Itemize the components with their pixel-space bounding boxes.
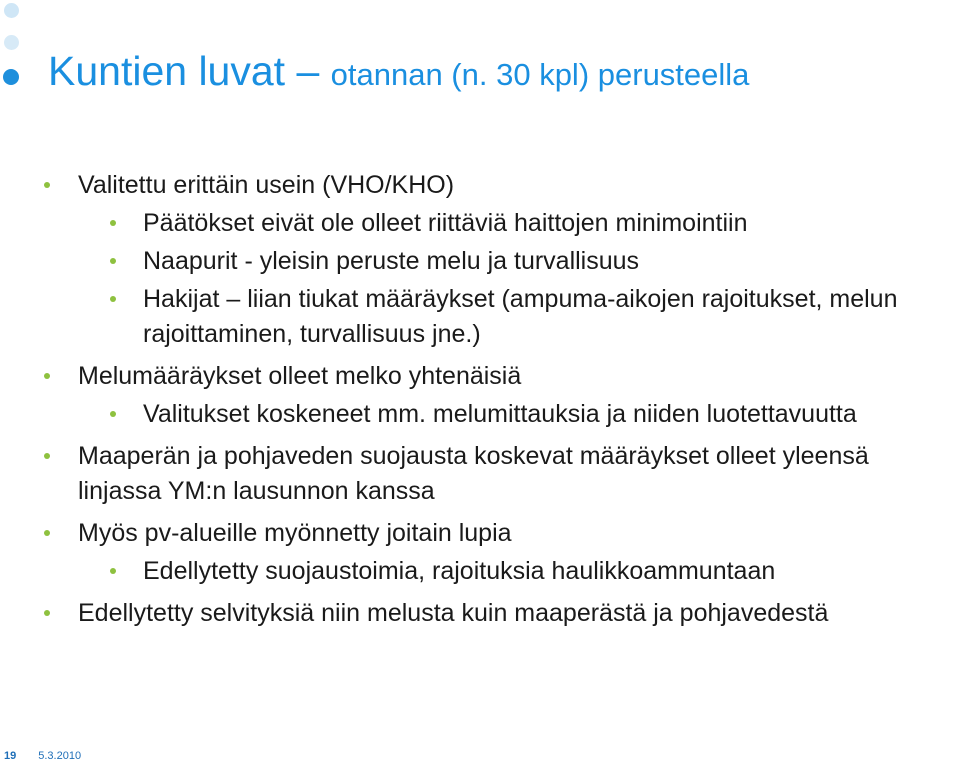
bullet-dot-icon bbox=[110, 258, 116, 264]
decorative-dot-top bbox=[4, 3, 19, 18]
bullet-text: Edellytetty selvityksiä niin melusta kuin maaperästä ja pohjavedestä bbox=[78, 599, 829, 627]
bullet-dot-icon bbox=[110, 568, 116, 574]
bullet-item bbox=[0, 596, 938, 631]
footer-date: 5.3.2010 bbox=[38, 750, 82, 762]
bullet-text: Melumääräykset olleet melko yhtenäisiä bbox=[78, 362, 522, 390]
sub-bullet-item bbox=[0, 554, 955, 589]
slide-title bbox=[48, 48, 750, 94]
bullet-item bbox=[0, 359, 938, 394]
bullet-text: Edellytetty suojaustoimia, rajoituksia haulikkoammuntaan bbox=[143, 557, 776, 585]
bullet-text: Päätökset eivät ole olleet riittäviä haittojen minimointiin bbox=[143, 209, 748, 237]
slide-footer bbox=[4, 750, 81, 762]
sub-bullet-item bbox=[0, 244, 955, 279]
bullet-dot-icon bbox=[110, 411, 116, 417]
sub-bullet-item bbox=[0, 282, 955, 352]
bullet-item bbox=[0, 168, 938, 203]
bullet-item bbox=[0, 439, 938, 509]
slide-title-main: Kuntien luvat – bbox=[48, 48, 331, 94]
bullet-dot-icon bbox=[110, 220, 116, 226]
bullet-dot-icon bbox=[44, 453, 50, 459]
bullet-text: Hakijat – liian tiukat määräykset (ampuma-aikojen rajoitukset, melun rajoittaminen, turvallisuus jne.) bbox=[143, 285, 898, 348]
bullet-text: Naapurit - yleisin peruste melu ja turvallisuus bbox=[143, 247, 640, 275]
decorative-dot-middle bbox=[4, 35, 19, 50]
decorative-dot-title bbox=[3, 69, 19, 85]
sub-bullet-item bbox=[0, 397, 955, 432]
bullet-item bbox=[0, 516, 938, 551]
sub-bullet-item bbox=[0, 206, 955, 241]
bullet-text: Myös pv-alueille myönnetty joitain lupia bbox=[78, 519, 512, 547]
bullet-dot-icon bbox=[44, 182, 50, 188]
bullet-text: Valitukset koskeneet mm. melumittauksia ja niiden luotettavuutta bbox=[143, 400, 857, 428]
bullet-dot-icon bbox=[110, 296, 116, 302]
bullet-dot-icon bbox=[44, 373, 50, 379]
slide-title-sub: otannan (n. 30 kpl) perusteella bbox=[330, 57, 750, 92]
page-number: 19 bbox=[4, 750, 17, 762]
bullet-dot-icon bbox=[44, 610, 50, 616]
bullet-text: Valitettu erittäin usein (VHO/KHO) bbox=[78, 171, 455, 199]
bullet-text: Maaperän ja pohjaveden suojausta koskevat määräykset olleet yleensä linjassa YM:n lausunnon kanssa bbox=[78, 442, 869, 505]
bullet-dot-icon bbox=[44, 530, 50, 536]
bullet-list bbox=[0, 168, 960, 631]
